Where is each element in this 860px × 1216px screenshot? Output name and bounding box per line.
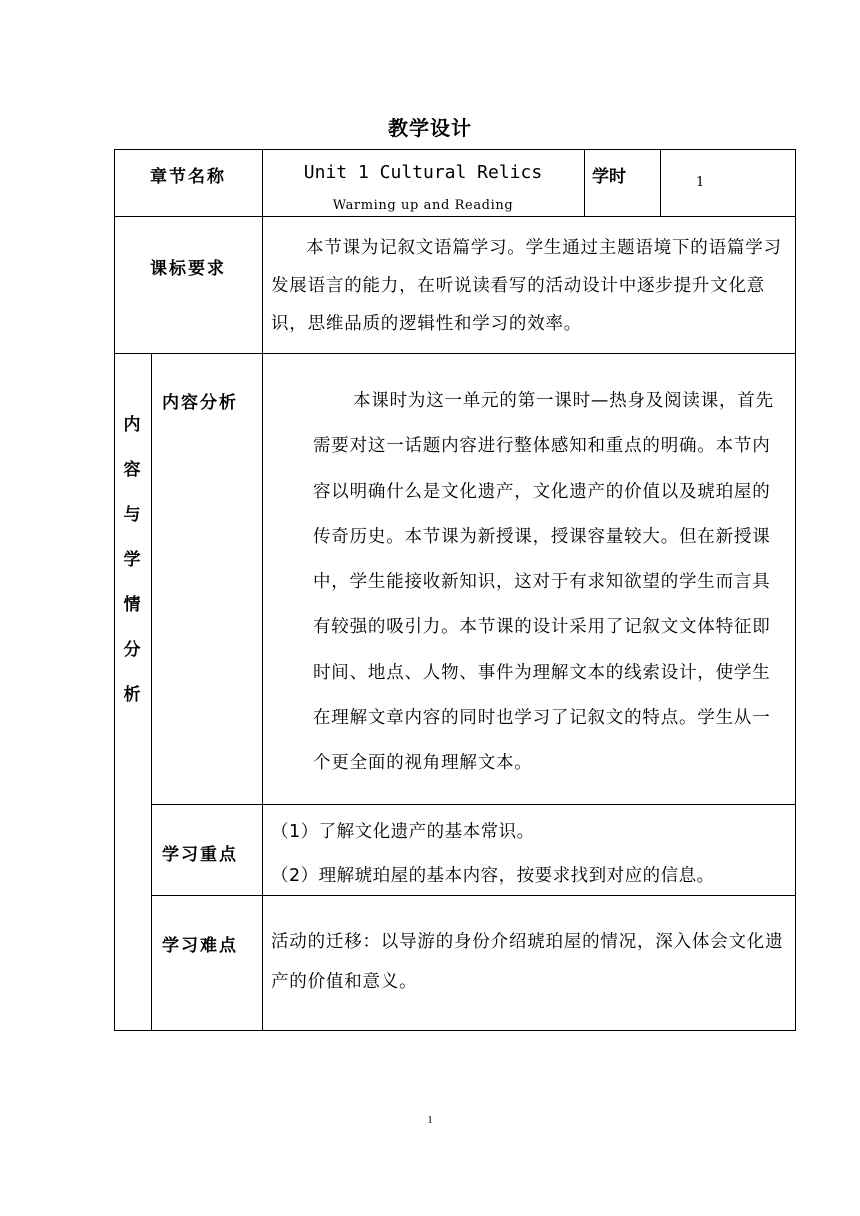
side-char: 情 xyxy=(123,595,141,615)
content-analysis-label: 内容分析 xyxy=(162,393,238,413)
difficulty-text: 活动的迁移：以导游的身份介绍琥珀屋的情况，深入体会文化遗产的价值和意义。 xyxy=(271,932,784,992)
chapter-subtitle: Warming up and Reading xyxy=(332,198,514,213)
key-point-item: （1）了解文化遗产的基本常识。 xyxy=(271,822,535,842)
row-divider-1 xyxy=(114,216,796,217)
table-border-bottom xyxy=(114,1030,796,1031)
curriculum-text: 本节课为记叙文语篇学习。学生通过主题语境下的语篇学习发展语言的能力，在听说读看写的活动设计中逐步提升文化意识，思维品质的逻辑性和学习的效率。 xyxy=(271,238,782,334)
column-divider-hours-left xyxy=(584,149,585,216)
chapter-label: 章节名称 xyxy=(150,167,226,187)
table-border-right xyxy=(795,149,796,1031)
row-divider-2 xyxy=(114,353,796,354)
hours-label: 学时 xyxy=(592,167,626,187)
side-char: 容 xyxy=(123,460,141,480)
row-divider-4 xyxy=(151,895,796,896)
analysis-side-label xyxy=(114,410,150,725)
content-analysis-text: 本课时为这一单元的第一课时—热身及阅读课，首先需要对这一话题内容进行整体感知和重点的明确。本节内容以明确什么是文化遗产，文化遗产的价值以及琥珀屋的传奇历史。本节课为新授课，授课容量较大。但在新授课中，学生能接收新知识，这对于有求知欲望的学生而言具有较强的吸引力。本节课的设计采用了记叙文文体特征即时间、地点、人物、事件为理解文本的线索设计，使学生在理解文章内容的同时也学习了记叙文的特点。学生从一个更全面的视角理解文本。 xyxy=(313,391,774,774)
hours-value: 1 xyxy=(696,175,705,190)
chapter-title: Unit 1 Cultural Relics xyxy=(303,162,543,183)
column-divider-side xyxy=(151,353,152,1031)
curriculum-label: 课标要求 xyxy=(150,259,226,279)
column-divider-main xyxy=(262,149,263,1031)
key-point-item: （2）理解琥珀屋的基本内容，按要求找到对应的信息。 xyxy=(271,866,715,886)
page-number: 1 xyxy=(427,1114,433,1126)
side-char: 与 xyxy=(123,505,141,525)
row-divider-3 xyxy=(151,804,796,805)
side-char: 内 xyxy=(123,415,141,435)
document-title: 教学设计 xyxy=(388,116,472,140)
difficulty-label: 学习难点 xyxy=(162,936,238,956)
table-border-top xyxy=(114,149,796,150)
key-points-label: 学习重点 xyxy=(162,845,238,865)
column-divider-hours-right xyxy=(660,149,661,216)
side-char: 学 xyxy=(123,550,141,570)
side-char: 析 xyxy=(123,685,141,705)
side-char: 分 xyxy=(123,640,141,660)
